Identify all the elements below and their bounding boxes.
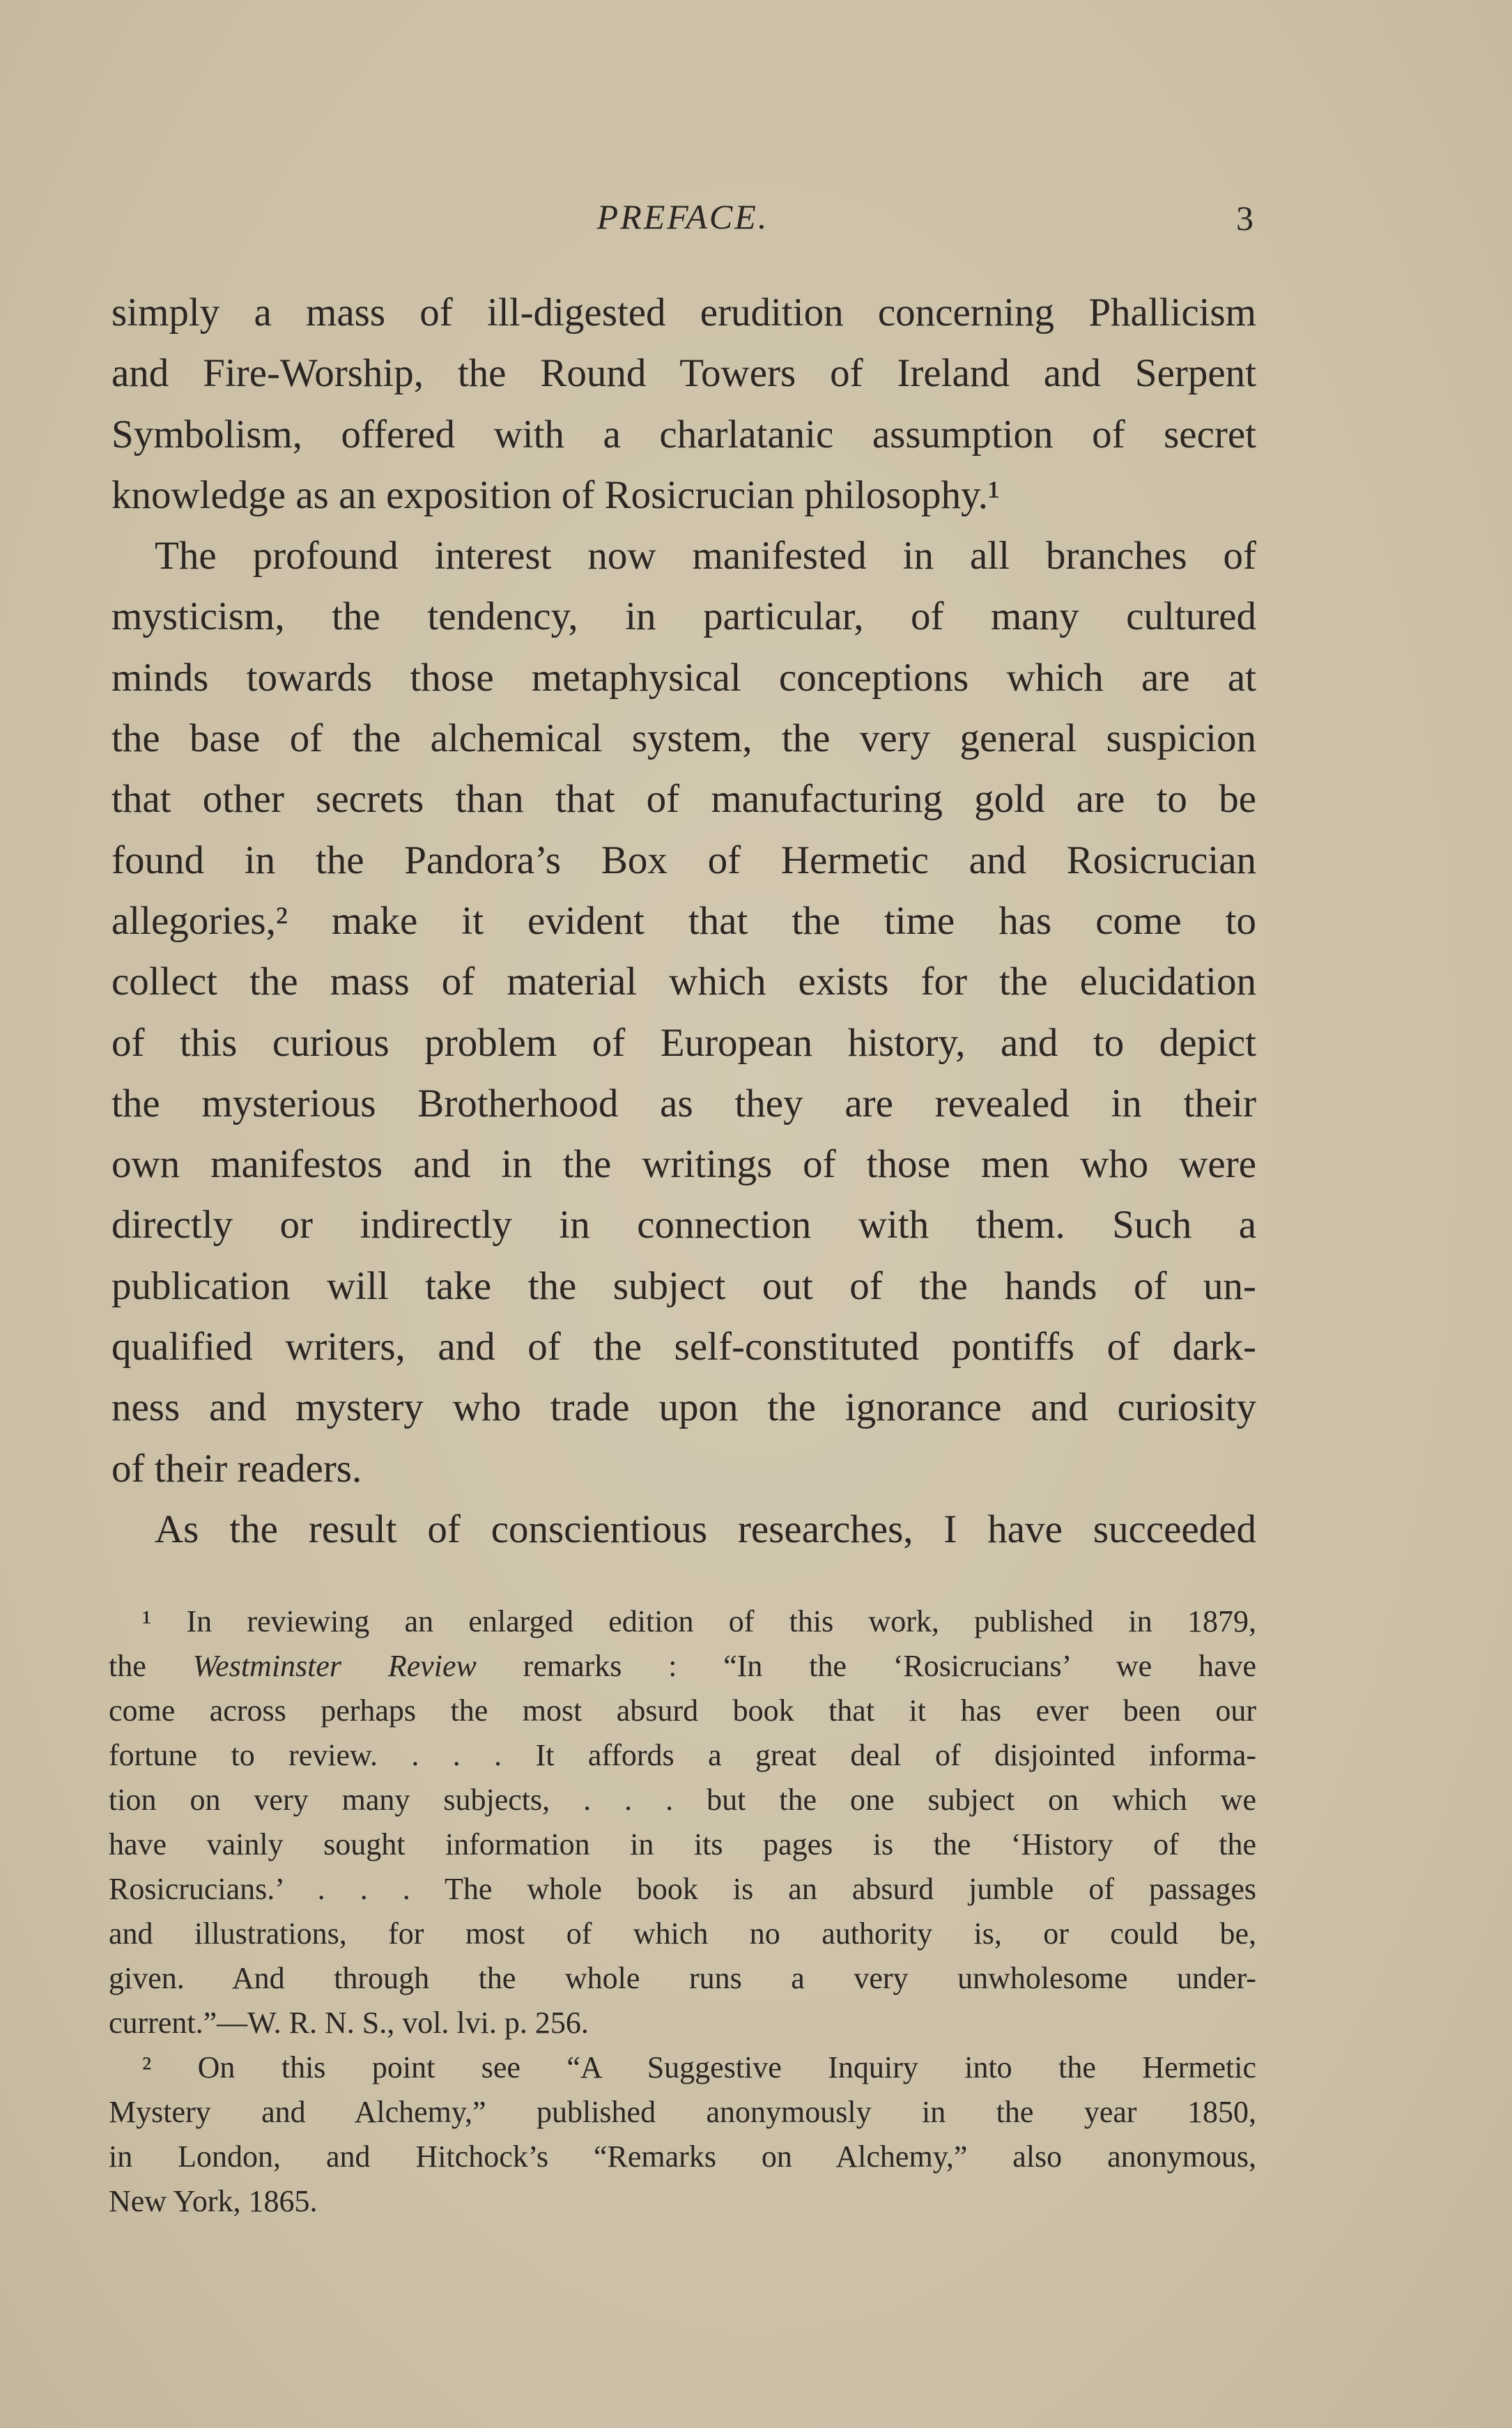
text-line: The profound interest now manifested in all branches of <box>155 534 1256 578</box>
paragraph <box>111 282 1256 525</box>
running-head <box>0 197 1512 245</box>
body-text <box>111 282 1256 1560</box>
page-number: 3 <box>1236 199 1253 238</box>
footnote-line: ¹ In reviewing an enlarged edition of this work, published in 1879, <box>142 1604 1256 1638</box>
footnote-line: New York, 1865. <box>109 2184 318 2218</box>
text-line: Symbolism, offered with a charlatanic assumption of secret <box>111 412 1256 456</box>
footnote-line: current.”—W. R. N. S., vol. lvi. p. 256. <box>109 2006 589 2040</box>
text-line: that other secrets than that of manufacturing gold are to be <box>111 777 1256 822</box>
footnote-line: come across perhaps the most absurd book that it has ever been our <box>109 1693 1256 1728</box>
text-line: of their readers. <box>111 1446 362 1491</box>
footnote <box>109 2045 1256 2224</box>
journal-title: Westminster Review <box>192 1649 477 1683</box>
text-line: qualified writers, and of the self-constituted pontiffs of dark- <box>111 1325 1256 1369</box>
footnote-line: and illustrations, for most of which no authority is, or could be, <box>109 1916 1256 1951</box>
text-line: the mysterious Brotherhood as they are revealed in their <box>111 1081 1256 1125</box>
footnote-line: ² On this point see “A Suggestive Inquiry into the Hermetic <box>142 2050 1256 2084</box>
text-line: minds towards those metaphysical conceptions which are at <box>111 655 1256 700</box>
footnote-line: fortune to review. . . . It affords a great deal of disjointed informa- <box>109 1738 1256 1772</box>
footnote-line: given. And through the whole runs a very unwholesome under- <box>109 1961 1256 1995</box>
paragraph <box>111 1499 1256 1560</box>
text-line: publication will take the subject out of the hands of un- <box>111 1263 1256 1308</box>
text-line: allegories,² make it evident that the time has come to <box>111 898 1256 943</box>
text-line: As the result of conscientious researches, I have succeeded <box>155 1507 1256 1551</box>
text-line: knowledge as an exposition of Rosicrucian philosophy.¹ <box>111 472 1001 517</box>
text-line: and Fire-Worship, the Round Towers of Ireland and Serpent <box>111 351 1256 396</box>
footnote-line: tion on very many subjects, . . . but the one subject on which we <box>109 1783 1256 1817</box>
text-line: collect the mass of material which exists for the elucidation <box>111 960 1256 1004</box>
chapter-title: PREFACE. <box>596 197 769 236</box>
text-line: own manifestos and in the writings of those men who were <box>111 1142 1256 1187</box>
footnote-line: Mystery and Alchemy,” published anonymously in the year 1850, <box>109 2095 1256 2129</box>
text-line: of this curious problem of European history, and to depict <box>111 1020 1256 1065</box>
footnote-line: Rosicrucians.’ . . . The whole book is an absurd jumble of passages <box>109 1872 1256 1906</box>
text-line: mysticism, the tendency, in particular, of many cultured <box>111 594 1256 639</box>
paragraph <box>111 525 1256 1499</box>
footnote-text: remarks : “In the ‘Rosicrucians’ we have <box>476 1649 1257 1683</box>
text-line: the base of the alchemical system, the very general suspicion <box>111 716 1256 761</box>
footnote-text: the <box>109 1649 193 1683</box>
footnote-line: in London, and Hitchock’s “Remarks on Alchemy,” also anonymous, <box>109 2139 1256 2174</box>
footnote-line: have vainly sought information in its pages is the ‘History of the <box>109 1827 1256 1861</box>
footnote <box>109 1599 1256 2045</box>
footnote-line <box>109 1644 1256 1689</box>
footnotes <box>109 1599 1256 2224</box>
text-line: ness and mystery who trade upon the ignorance and curiosity <box>111 1385 1256 1430</box>
text-line: simply a mass of ill-digested erudition concerning Phallicism <box>111 291 1256 335</box>
text-line: found in the Pandora’s Box of Hermetic and Rosicrucian <box>111 838 1256 882</box>
text-line: directly or indirectly in connection with them. Such a <box>111 1203 1256 1247</box>
